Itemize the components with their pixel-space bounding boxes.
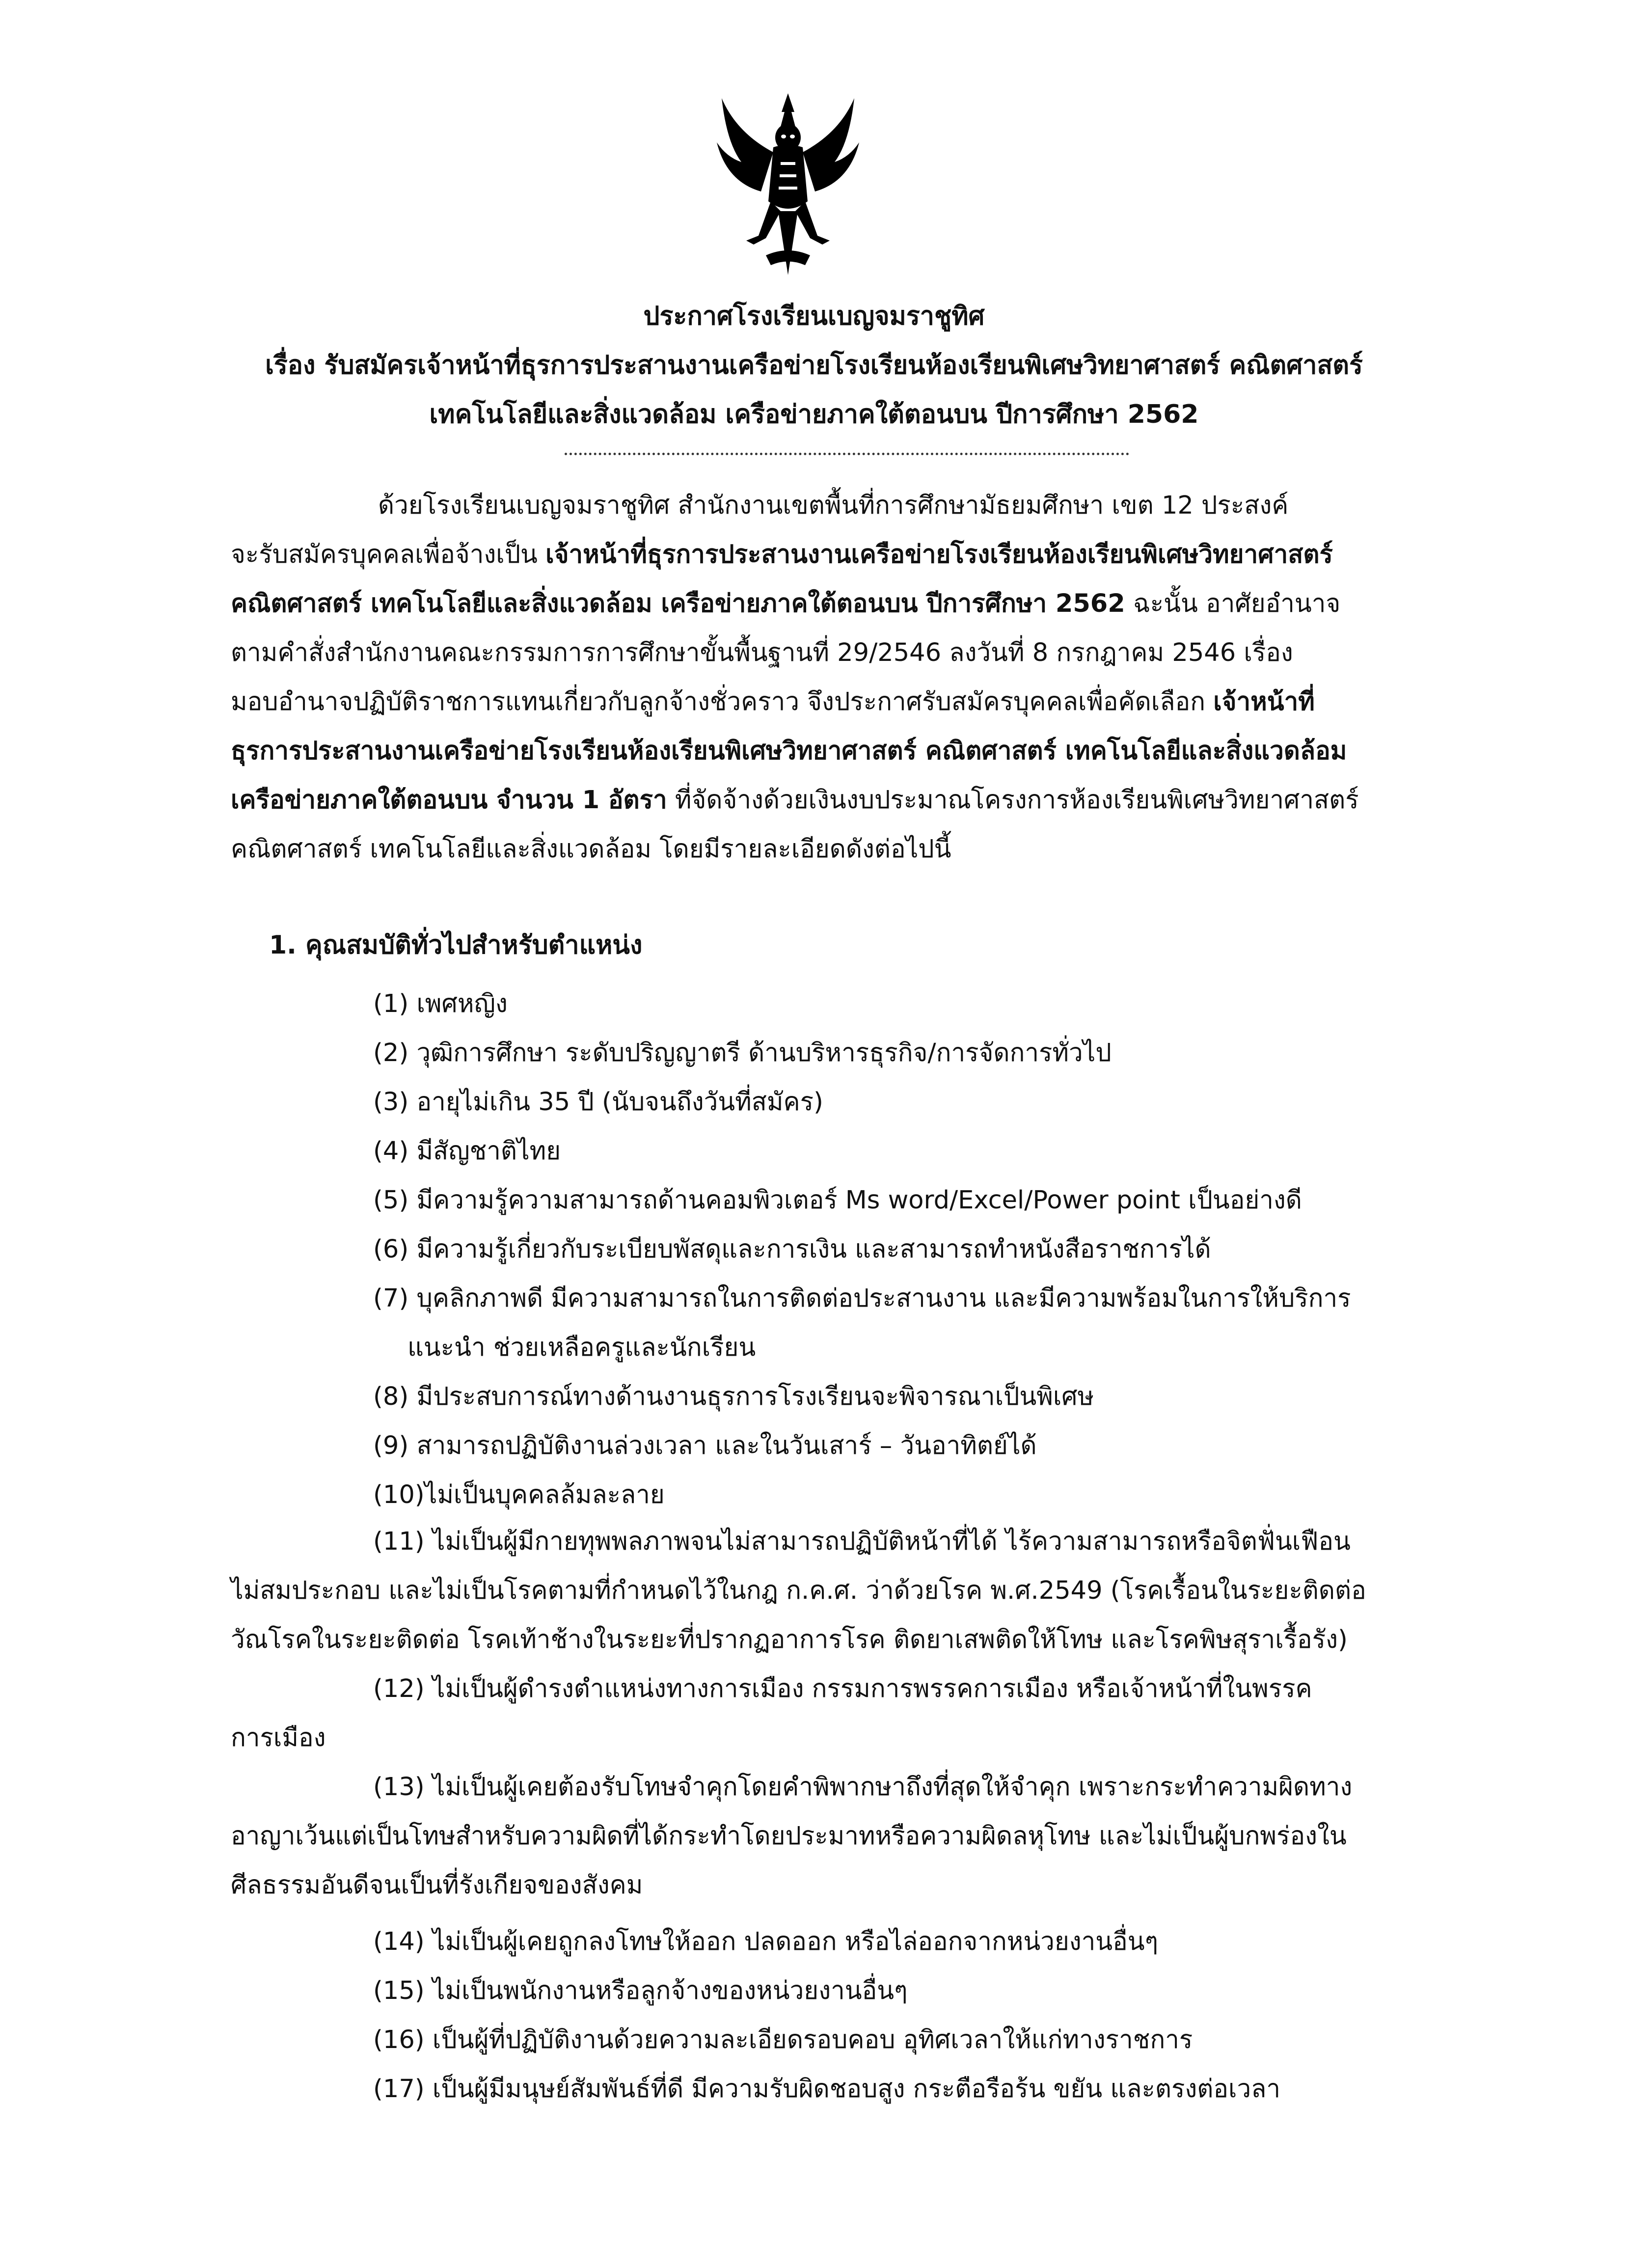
intro-line: มอบอำนาจปฏิบัติราชการแทนเกี่ยวกับลูกจ้างชั่วคราว จึงประกาศรับสมัครบุคคลเพื่อคัดเลือก เจ้าหน้าที่ [231, 687, 1315, 716]
list-item: (14) ไม่เป็นผู้เคยถูกลงโทษให้ออก ปลดออก หรือไล่ออกจากหน่วยงานอื่นๆ [373, 1927, 1159, 1956]
list-item: (2) วุฒิการศึกษา ระดับปริญญาตรี ด้านบริหารธุรกิจ/การจัดการทั่วไป [373, 1038, 1112, 1067]
list-item: (5) มีความรู้ความสามารถด้านคอมพิวเตอร์ Ms word/Excel/Power point เป็นอย่างดี [373, 1186, 1302, 1215]
list-item: (9) สามารถปฏิบัติงานล่วงเวลา และในวันเสาร์ – วันอาทิตย์ได้ [373, 1431, 1037, 1460]
list-item-line: ไม่สมประกอบ และไม่เป็นโรคตามที่กำหนดไว้ในกฎ ก.ค.ศ. ว่าด้วยโรค พ.ศ.2549 (โรคเรื้อนในระยะติดต่อ [231, 1576, 1366, 1605]
list-item: (7) บุคลิกภาพดี มีความสามารถในการติดต่อประสานงาน และมีความพร้อมในการให้บริการ [373, 1284, 1351, 1313]
position-title-bold: ธุรการประสานงานเครือข่ายโรงเรียนห้องเรียนพิเศษวิทยาศาสตร์ คณิตศาสตร์ เทคโนโลยีและสิ่งแวดล้อม [231, 737, 1347, 765]
list-item: (16) เป็นผู้ที่ปฏิบัติงานด้วยความละเอียดรอบคอบ อุทิศเวลาให้แก่ทางราชการ [373, 2025, 1193, 2054]
list-item-continued: แนะนำ ช่วยเหลือครูและนักเรียน [407, 1333, 756, 1362]
list-item-line: ศีลธรรมอันดีจนเป็นที่รังเกียจของสังคม [231, 1871, 643, 1900]
garuda-emblem-icon [707, 88, 869, 285]
list-item-line: วัณโรคในระยะติดต่อ โรคเท้าช้างในระยะที่ปรากฏอาการโรค ติดยาเสพติดให้โทษ และโรคพิษสุราเรื้อรัง) [231, 1625, 1348, 1654]
list-item-long [231, 1763, 1448, 1910]
intro-line: คณิตศาสตร์ เทคโนโลยีและสิ่งแวดล้อม เครือข่ายภาคใต้ตอนบน ปีการศึกษา 2562 ฉะนั้น อาศัยอำนาจ [231, 589, 1341, 618]
list-item-line: (12) ไม่เป็นผู้ดำรงตำแหน่งทางการเมือง กรรมการพรรคการเมือง หรือเจ้าหน้าที่ในพรรค [373, 1674, 1312, 1703]
list-item: (8) มีประสบการณ์ทางด้านงานธุรการโรงเรียนจะพิจารณาเป็นพิเศษ [373, 1382, 1094, 1411]
list-item-line: การเมือง [231, 1723, 326, 1752]
list-item: (6) มีความรู้เกี่ยวกับระเบียบพัสดุและการเงิน และสามารถทำหนังสือราชการได้ [373, 1235, 1211, 1264]
list-item-line: (13) ไม่เป็นผู้เคยต้องรับโทษจำคุกโดยคำพิพากษาถึงที่สุดให้จำคุก เพราะกระทำความผิดทาง [373, 1773, 1353, 1802]
intro-line: ตามคำสั่งสำนักงานคณะกรรมการการศึกษาขั้นพื้นฐานที่ 29/2546 ลงวันที่ 8 กรกฎาคม 2546 เรื่อง [231, 638, 1293, 667]
section-heading: 1. คุณสมบัติทั่วไปสำหรับตำแหน่ง [269, 930, 643, 960]
list-item: (4) มีสัญชาติไทย [373, 1137, 561, 1166]
intro-line: เครือข่ายภาคใต้ตอนบน จำนวน 1 อัตรา ที่จัดจ้างด้วยเงินงบประมาณโครงการห้องเรียนพิเศษวิทยาศาสตร์ [231, 786, 1359, 815]
intro-line: ด้วยโรงเรียนเบญจมราชูทิศ สำนักงานเขตพื้นที่การศึกษามัธยมศึกษา เขต 12 ประสงค์ [378, 491, 1289, 520]
list-item-long [231, 1665, 1448, 1763]
list-item-line: (11) ไม่เป็นผู้มีกายทุพพลภาพจนไม่สามารถปฏิบัติหน้าที่ได้ ไร้ความสามารถหรือจิตฟั่นเฟือน [373, 1527, 1351, 1556]
intro-line: คณิตศาสตร์ เทคโนโลยีและสิ่งแวดล้อม โดยมีรายละเอียดดังต่อไปนี้ [231, 835, 951, 864]
announcement-title: ประกาศโรงเรียนเบญจมราชูทิศ [643, 301, 985, 331]
position-title-bold: คณิตศาสตร์ เทคโนโลยีและสิ่งแวดล้อม เครือข่ายภาคใต้ตอนบน ปีการศึกษา 2562 [231, 589, 1125, 618]
intro-line: จะรับสมัครบุคคลเพื่อจ้างเป็น เจ้าหน้าที่ธุรการประสานงานเครือข่ายโรงเรียนห้องเรียนพิเศษวิทยาศาสตร์ [231, 540, 1333, 569]
list-item-long [231, 1517, 1448, 1665]
position-title-bold: เครือข่ายภาคใต้ตอนบน จำนวน 1 อัตรา [231, 786, 667, 815]
list-item: (10)ไม่เป็นบุคคลล้มละลาย [373, 1480, 665, 1509]
position-title-bold: เจ้าหน้าที่ [1213, 687, 1315, 716]
list-item: (17) เป็นผู้มีมนุษย์สัมพันธ์ที่ดี มีความรับผิดชอบสูง กระตือรือร้น ขยัน และตรงต่อเวลา [373, 2075, 1280, 2104]
list-item: (15) ไม่เป็นพนักงานหรือลูกจ้างของหน่วยงานอื่นๆ [373, 1976, 908, 2005]
dotted-divider [565, 453, 1129, 455]
announcement-subject: เรื่อง รับสมัครเจ้าหน้าที่ธุรการประสานงานเครือข่ายโรงเรียนห้องเรียนพิเศษวิทยาศาสตร์ คณิตศาสตร์ [265, 351, 1363, 380]
list-item: (1) เพศหญิง [373, 989, 508, 1018]
intro-line [231, 727, 1448, 776]
announcement-subject-continued: เทคโนโลยีและสิ่งแวดล้อม เครือข่ายภาคใต้ตอนบน ปีการศึกษา 2562 [429, 400, 1199, 429]
list-item: (3) อายุไม่เกิน 35 ปี (นับจนถึงวันที่สมัคร) [373, 1088, 823, 1117]
intro-paragraph [231, 481, 1448, 874]
list-item-line: อาญาเว้นแต่เป็นโทษสำหรับความผิดที่ได้กระทำโดยประมาทหรือความผิดลหุโทษ และไม่เป็นผู้บกพร่องใน [231, 1822, 1347, 1851]
position-title-bold: เจ้าหน้าที่ธุรการประสานงานเครือข่ายโรงเรียนห้องเรียนพิเศษวิทยาศาสตร์ [545, 540, 1333, 569]
